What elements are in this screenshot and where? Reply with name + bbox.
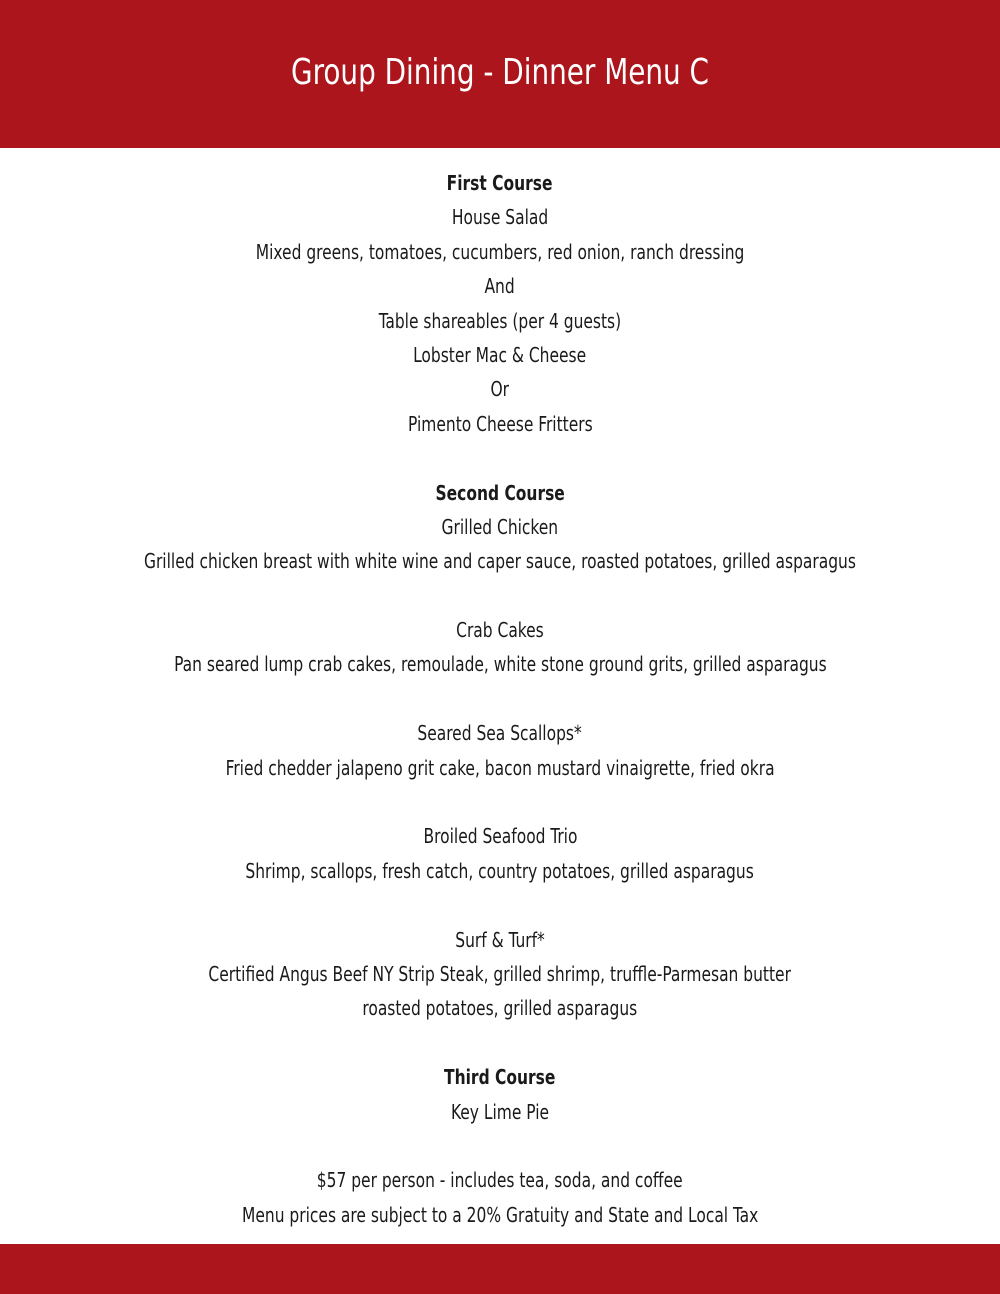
first-course-line: Lobster Mac & Cheese [413,342,587,367]
menu-item-description: roasted potatoes, grilled asparagus [362,996,638,1021]
menu-content [0,166,1000,1232]
menu-item-description: Certified Angus Beef NY Strip Steak, grilled shrimp, truffle-Parmesan butter [208,961,792,986]
first-course-line: And [484,274,516,299]
first-course-line: Pimento Cheese Fritters [407,411,593,436]
page-title: Group Dining - Dinner Menu C [291,51,709,93]
menu-item-name: Broiled Seafood Trio [423,824,577,849]
first-course-heading: First Course [447,171,553,195]
menu-item-name: Seared Sea Scallops* [417,721,583,746]
second-course-heading: Second Course [435,480,565,505]
menu-item-description: Grilled chicken breast with white wine and caper sauce, roasted potatoes, grilled asparagus [143,549,856,574]
menu-item-description: Pan seared lump crab cakes, remoulade, white stone ground grits, grilled asparagus [173,652,827,677]
first-course-line: Or [490,377,510,402]
first-course-line: Table shareables (per 4 guests) [378,308,622,333]
menu-item-name: Grilled Chicken [441,514,559,539]
first-course-line: House Salad [451,205,549,230]
menu-item-name: Crab Cakes [456,618,544,643]
menu-item-name: Key Lime Pie [450,1099,550,1124]
footer-banner [0,1244,1000,1294]
first-course-line: Mixed greens, tomatoes, cucumbers, red onion, ranch dressing [255,239,745,264]
third-course-heading: Third Course [444,1065,556,1090]
menu-item-name: Surf & Turf* [455,927,545,952]
menu-item-description: Fried chedder jalapeno grit cake, bacon mustard vinaigrette, fried okra [225,755,775,780]
gratuity-note: Menu prices are subject to a 20% Gratuity and State and Local Tax [241,1202,759,1227]
header-banner [0,0,1000,148]
menu-item-description: Shrimp, scallops, fresh catch, country potatoes, grilled asparagus [245,858,755,883]
price-line: $57 per person - includes tea, soda, and coffee [317,1168,683,1193]
